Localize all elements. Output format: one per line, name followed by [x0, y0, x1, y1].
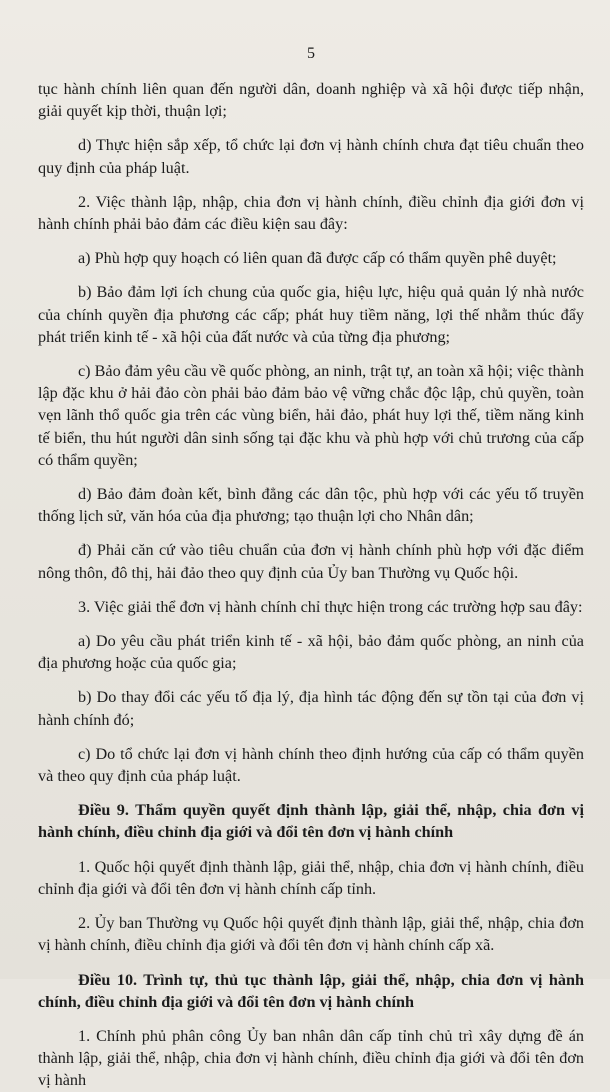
paragraph-item-c: c) Bảo đảm yêu cầu về quốc phòng, an ninh, trật tự, an toàn xã hội; việc thành lập đặc khu ở hải đảo còn phải bảo đảm bảo vệ vững chắc độc lập, chủ quyền, toàn vẹn lãnh thổ quốc gia trên các vùng biển, hải đảo, phát huy lợi thế, tiềm năng kinh tế biển, thu hút người dân sinh sống tại đặc khu và phù hợp với chủ trương của cấp có thẩm quyền;	[38, 362, 584, 469]
article-9-clause-1: 1. Quốc hội quyết định thành lập, giải thể, nhập, chia đơn vị hành chính, điều chỉnh địa giới và đổi tên đơn vị hành chính cấp tỉnh.	[38, 857, 584, 898]
paragraph-continuation: tục hành chính liên quan đến người dân, doanh nghiệp và xã hội được tiếp nhận, giải quyết kịp thời, thuận lợi;	[38, 80, 584, 121]
article-10-clause-1: 1. Chính phủ phân công Ủy ban nhân dân cấp tỉnh chủ trì xây dựng đề án thành lập, giải thể, nhập, chia đơn vị hành chính, điều chỉnh địa giới và đổi tên đơn vị hành	[38, 1026, 584, 1090]
article-10-heading: Điều 10. Trình tự, thủ tục thành lập, giải thể, nhập, chia đơn vị hành chính, điều chỉnh địa giới và đổi tên đơn vị hành chính	[38, 970, 584, 1011]
paragraph-item-c2: c) Do tổ chức lại đơn vị hành chính theo định hướng của cấp có thẩm quyền và theo quy định của pháp luật.	[38, 744, 584, 786]
paragraph-item-b: b) Bảo đảm lợi ích chung của quốc gia, hiệu lực, hiệu quả quản lý nhà nước của chính quyền địa phương các cấp; phát huy tiềm năng, lợi thế nhằm thúc đẩy phát triển kinh tế - xã hội của đất nước và của từng địa phương;	[38, 283, 584, 346]
paragraph-item-a2: a) Do yêu cầu phát triển kinh tế - xã hội, bảo đảm quốc phòng, an ninh của địa phương hoặc của quốc gia;	[38, 632, 584, 673]
paragraph-item-a: a) Phù hợp quy hoạch có liên quan đã được cấp có thẩm quyền phê duyệt;	[78, 249, 557, 268]
paragraph-item-dd: đ) Phải căn cứ vào tiêu chuẩn của đơn vị hành chính phù hợp với đặc điểm nông thôn, đô thị, hải đảo theo quy định của Ủy ban Thường vụ Quốc hội.	[38, 541, 584, 582]
paragraph-clause-2: 2. Việc thành lập, nhập, chia đơn vị hành chính, điều chỉnh địa giới đơn vị hành chính phải bảo đảm các điều kiện sau đây:	[38, 192, 584, 234]
paragraph-item-d: d) Thực hiện sắp xếp, tổ chức lại đơn vị hành chính chưa đạt tiêu chuẩn theo quy định của pháp luật.	[38, 136, 584, 177]
paragraph-item-d2: d) Bảo đảm đoàn kết, bình đẳng các dân tộc, phù hợp với các yếu tố truyền thống lịch sử, văn hóa của địa phương; tạo thuận lợi cho Nhân dân;	[38, 485, 584, 526]
article-9-clause-2: 2. Ủy ban Thường vụ Quốc hội quyết định thành lập, giải thể, nhập, chia đơn vị hành chính, điều chỉnh địa giới và đổi tên đơn vị hành chính cấp xã.	[38, 914, 584, 955]
paragraph-item-b2: b) Do thay đổi các yếu tố địa lý, địa hình tác động đến sự tồn tại của đơn vị hành chính đó;	[38, 688, 584, 729]
paragraph-clause-3: 3. Việc giải thể đơn vị hành chính chỉ thực hiện trong các trường hợp sau đây:	[78, 597, 583, 616]
page-number: 5	[307, 45, 315, 62]
article-9-heading: Điều 9. Thẩm quyền quyết định thành lập, giải thể, nhập, chia đơn vị hành chính, điều chỉnh địa giới và đổi tên đơn vị hành chính	[38, 801, 584, 842]
